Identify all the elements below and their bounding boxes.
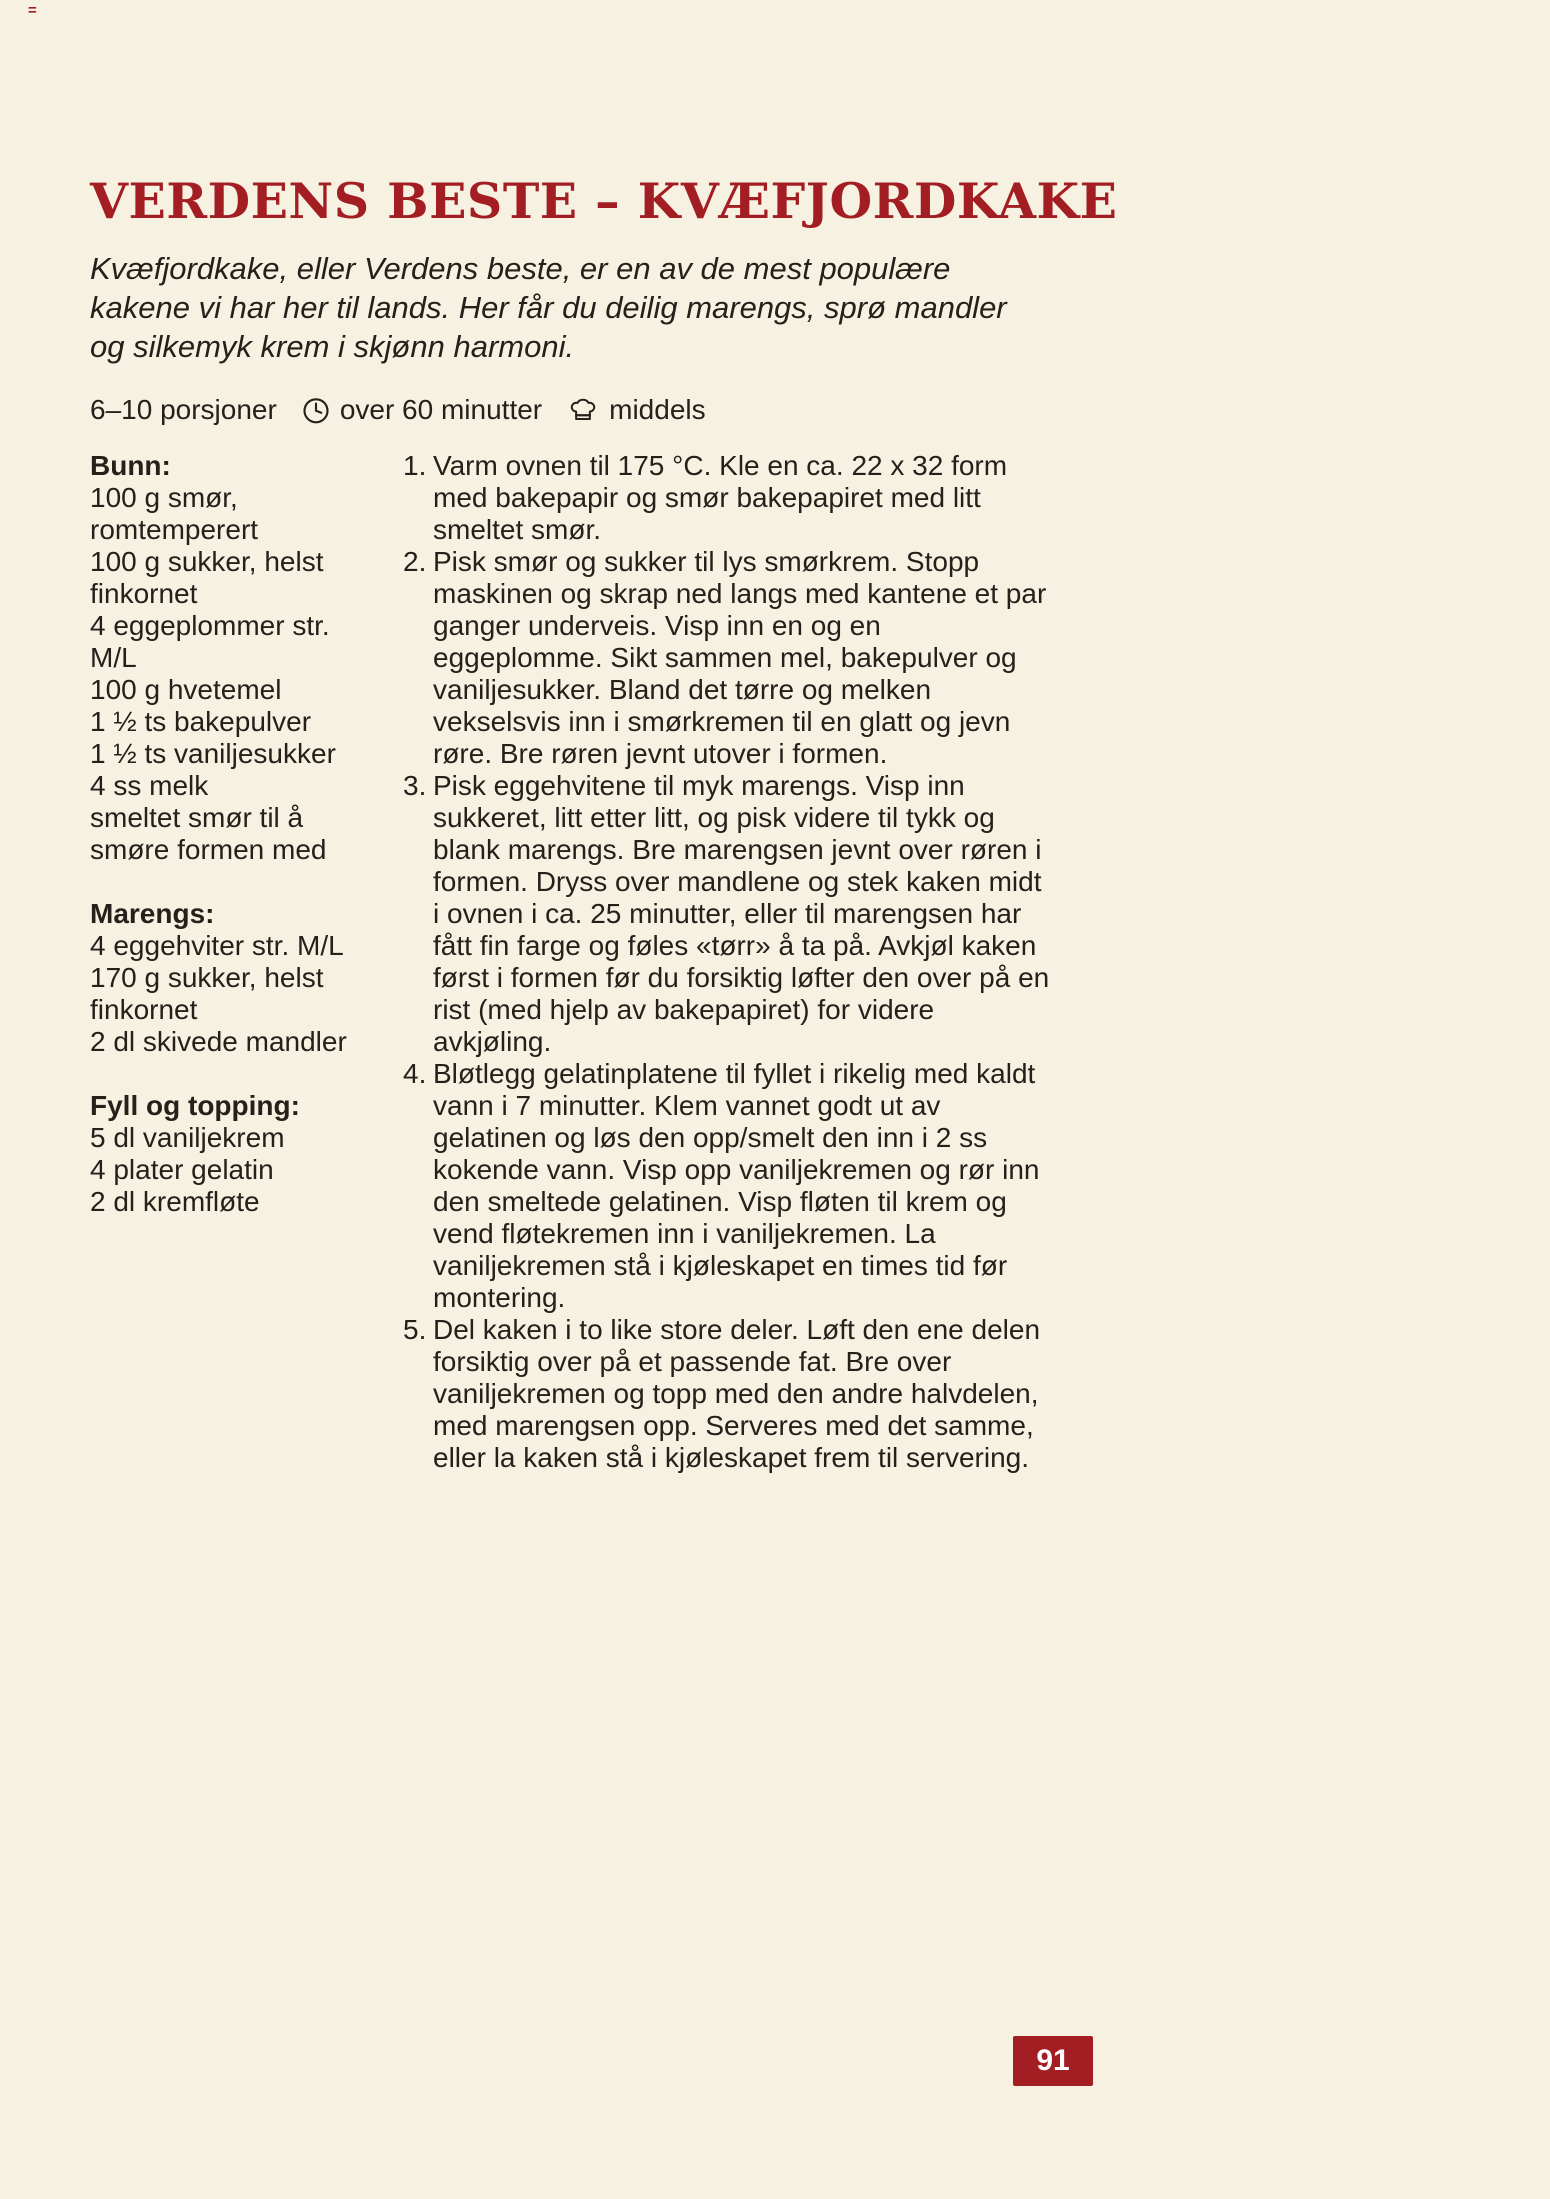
ingredients-column [90,450,382,1474]
recipe-meta [90,394,1053,426]
page-title: VERDENS BESTE – KVÆFJORDKAKE [90,172,1118,230]
ingredient-item: 2 dl kremfløte [90,1185,260,1217]
step-text: Pisk smør og sukker til lys smørkrem. Stopp maskinen og skrap ned langs med kantene et par ganger underveis. Visp inn en og en eggeplomme. Sikt sammen mel, bakepulver og vaniljesukker. Bland det tørre og melken vekselsvis inn i smørkremen til en glatt og jevn røre. Bre røren jevnt utover i formen. [433,545,1047,769]
step-item [403,1058,1053,1314]
step-text: Varm ovnen til 175 °C. Kle en ca. 22 x 32 form med bakepapir og smør bakepapiret med litt smeltet smør. [433,449,1008,545]
step-item [403,450,1053,546]
step-text: Del kaken i to like store deler. Løft den ene delen forsiktig over på et passende fat. Bre over vaniljekremen og topp med den andre halvdelen, med marengsen opp. Serveres med det samme, eller la kaken stå i kjøleskapet frem til servering. [433,1313,1041,1473]
step-text: Pisk eggehvitene til myk marengs. Visp inn sukkeret, litt etter litt, og pisk videre til tykk og blank marengs. Bre marengsen jevnt over røren i formen. Dryss over mandlene og stek kaken midt i ovnen i ca. 25 minutter, eller til marengsen har fått fin farge og føles «tørr» å ta på. Avkjøl kaken først i formen før du forsiktig løfter den over på en rist (med hjelp av bakepapiret) for videre avkjøling. [433,769,1050,1057]
recipe-intro: Kvæfjordkake, eller Verdens beste, er en av de mest populære kakene vi har her til lands. Her får du deilig marengs, sprø mandler og silkemyk krem i skjønn harmoni. [90,250,1007,364]
ingredient-item: smeltet smør til å smøre formen med [90,801,327,865]
print-mark: = [28,2,38,19]
step-number: 1. [403,449,427,481]
recipe-body [90,450,1053,1474]
ingredient-item: 100 g sukker, helst finkornet [90,545,324,609]
step-item [403,546,1053,770]
ingredient-item: 4 plater gelatin [90,1153,274,1185]
ingredient-section-fyll [90,1090,382,1218]
recipe-page [90,172,1118,1474]
difficulty-label: middels [609,393,706,425]
time-label: over 60 minutter [339,393,543,425]
ingredient-section-bunn [90,450,382,866]
ingredient-section-heading: Bunn: [90,449,171,481]
ingredient-item: 1 ½ ts vaniljesukker [90,737,336,769]
step-number: 3. [403,769,427,801]
ingredient-item: 2 dl skivede mandler [90,1025,347,1057]
step-text: Bløtlegg gelatinplatene til fyllet i rikelig med kaldt vann i 7 minutter. Klem vannet godt ut av gelatinen og løs den opp/smelt den inn i 2 ss kokende vann. Visp opp vaniljekremen og rør inn den smeltede gelatinen. Visp fløten til krem og vend fløtekremen inn i vaniljekremen. La vaniljekremen stå i kjøleskapet en times tid før montering. [433,1057,1040,1313]
ingredient-item: 1 ½ ts bakepulver [90,705,312,737]
ingredient-section-marengs [90,898,382,1058]
ingredient-item: 4 eggeplommer str. M/L [90,609,330,673]
servings-label: 6–10 porsjoner [90,393,277,425]
cooking-time [301,394,542,426]
steps-column [403,450,1053,1474]
step-number: 4. [403,1057,427,1089]
step-number: 5. [403,1313,427,1345]
step-item [403,1314,1053,1474]
chef-hat-icon [566,395,600,425]
clock-icon [301,395,331,425]
ingredient-item: 4 ss melk [90,769,209,801]
page-number: 91 [1036,2044,1070,2077]
ingredient-item: 5 dl vaniljekrem [90,1121,285,1153]
ingredient-section-heading: Fyll og topping: [90,1089,300,1121]
ingredient-item: 100 g hvetemel [90,673,282,705]
difficulty [566,394,705,426]
ingredient-item: 4 eggehviter str. M/L [90,929,344,961]
step-item [403,770,1053,1058]
page-number-badge [1013,2036,1093,2086]
servings [90,394,277,426]
ingredient-item: 170 g sukker, helst finkornet [90,961,324,1025]
ingredient-section-heading: Marengs: [90,897,215,929]
step-number: 2. [403,545,427,577]
ingredient-item: 100 g smør, romtemperert [90,481,259,545]
